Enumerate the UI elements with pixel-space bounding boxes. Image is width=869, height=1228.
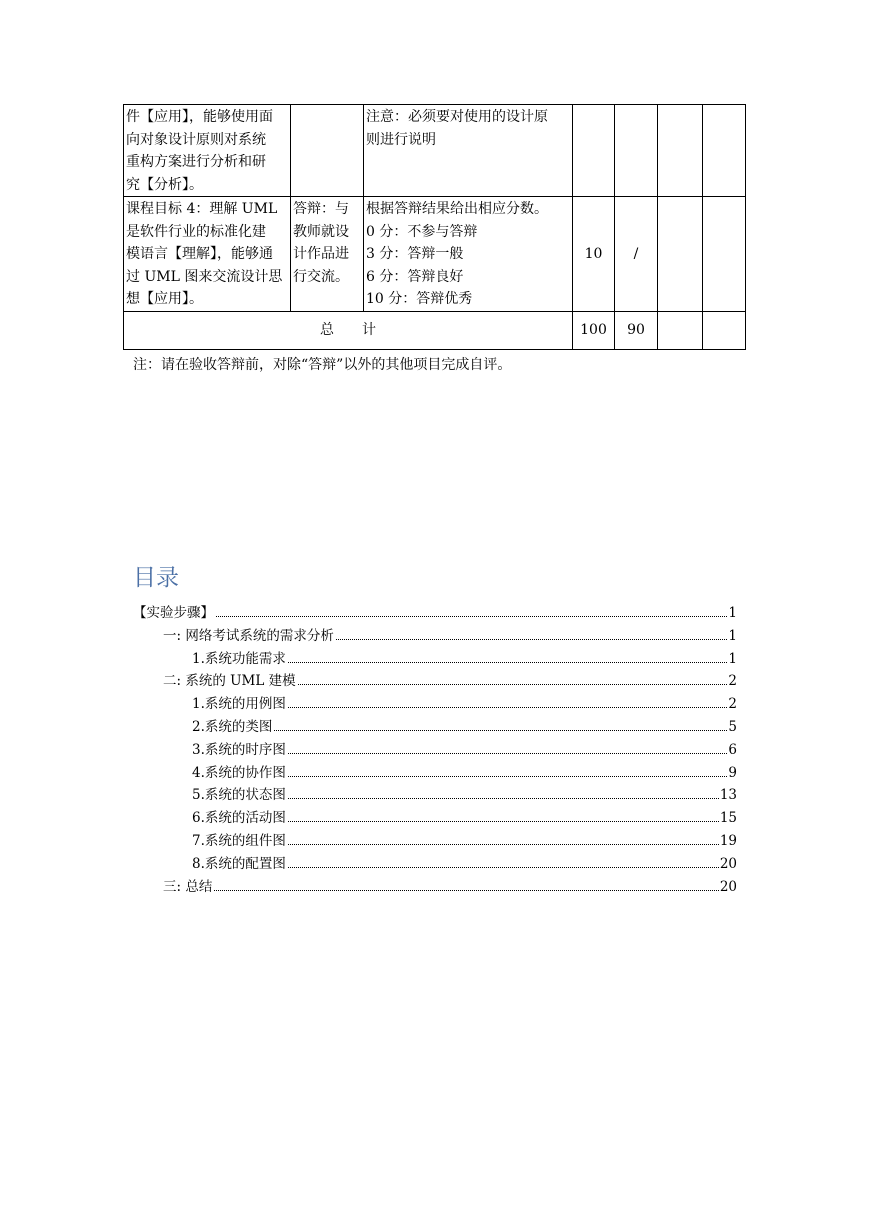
- toc-entry[interactable]: 7.系统的组件图 19: [192, 832, 737, 849]
- toc-entry[interactable]: 4.系统的协作图 9: [192, 764, 737, 781]
- table-note: 注：请在验收答辩前，对除“答辩”以外的其他项目完成自评。: [133, 357, 512, 373]
- self-score-cell: /: [615, 197, 658, 312]
- toc-leader: [288, 753, 728, 754]
- score-cell: [573, 105, 615, 197]
- total-row: [124, 311, 746, 349]
- toc-leader: [288, 867, 719, 868]
- table-row: [124, 105, 746, 197]
- group-score-cell: [658, 105, 703, 197]
- toc-entry[interactable]: 三: 总结 20: [163, 878, 737, 895]
- toc-title: 目录: [133, 565, 179, 591]
- toc-entry[interactable]: 【实验步骤】 1: [133, 605, 737, 621]
- table-row: [124, 197, 746, 312]
- group-score-cell: [658, 197, 703, 312]
- table-of-contents: [133, 602, 737, 898]
- total-self-score-cell: 90: [615, 311, 658, 349]
- toc-leader: [288, 662, 728, 663]
- toc-entry[interactable]: 2.系统的类图 5: [192, 718, 737, 735]
- criteria-cell: 根据答辩结果给出相应分数。 0 分：不参与答辩 3 分：答辩一般 6 分：答辩良好 10 分：答辩优秀: [364, 197, 573, 312]
- toc-entry[interactable]: 1.系统功能需求 1: [192, 650, 737, 667]
- content-cell: 答辩：与 教师就设 计作品进 行交流。: [291, 197, 364, 312]
- toc-leader: [288, 844, 719, 845]
- content-cell: [291, 105, 364, 197]
- toc-leader: [288, 707, 728, 708]
- criteria-cell: 注意：必须要对使用的设计原 则进行说明: [364, 105, 573, 197]
- toc-leader: [298, 684, 728, 685]
- toc-leader: [288, 776, 728, 777]
- score-cell: 10: [573, 197, 615, 312]
- teacher-score-cell: [703, 105, 746, 197]
- toc-entry[interactable]: 1.系统的用例图 2: [192, 696, 737, 713]
- toc-leader: [274, 730, 727, 731]
- toc-leader: [336, 639, 728, 640]
- toc-entry[interactable]: 8.系统的配置图 20: [192, 855, 737, 872]
- toc-leader: [214, 890, 718, 891]
- assessment-table: [123, 104, 746, 350]
- toc-leader: [288, 798, 719, 799]
- objective-cell: 件【应用】，能够使用面 向对象设计原则对系统 重构方案进行分析和研 究【分析】。: [124, 105, 291, 197]
- toc-entry[interactable]: 6.系统的活动图 15: [192, 810, 737, 827]
- total-group-score-cell: [658, 311, 703, 349]
- objective-cell: 课程目标 4：理解 UML 是软件行业的标准化建 模语言【理解】，能够通 过 UML 图来交流设计思 想【应用】。: [124, 197, 291, 312]
- total-score-cell: 100: [573, 311, 615, 349]
- toc-leader: [288, 821, 719, 822]
- toc-entry[interactable]: 3.系统的时序图 6: [192, 741, 737, 758]
- total-label: 总 计: [124, 311, 573, 349]
- teacher-score-cell: [703, 197, 746, 312]
- toc-entry[interactable]: 一: 网络考试系统的需求分析 1: [163, 627, 737, 644]
- toc-leader: [216, 616, 727, 617]
- toc-entry[interactable]: 5.系统的状态图 13: [192, 787, 737, 804]
- self-score-cell: [615, 105, 658, 197]
- toc-entry[interactable]: 二: 系统的 UML 建模 2: [163, 673, 737, 690]
- total-teacher-score-cell: [703, 311, 746, 349]
